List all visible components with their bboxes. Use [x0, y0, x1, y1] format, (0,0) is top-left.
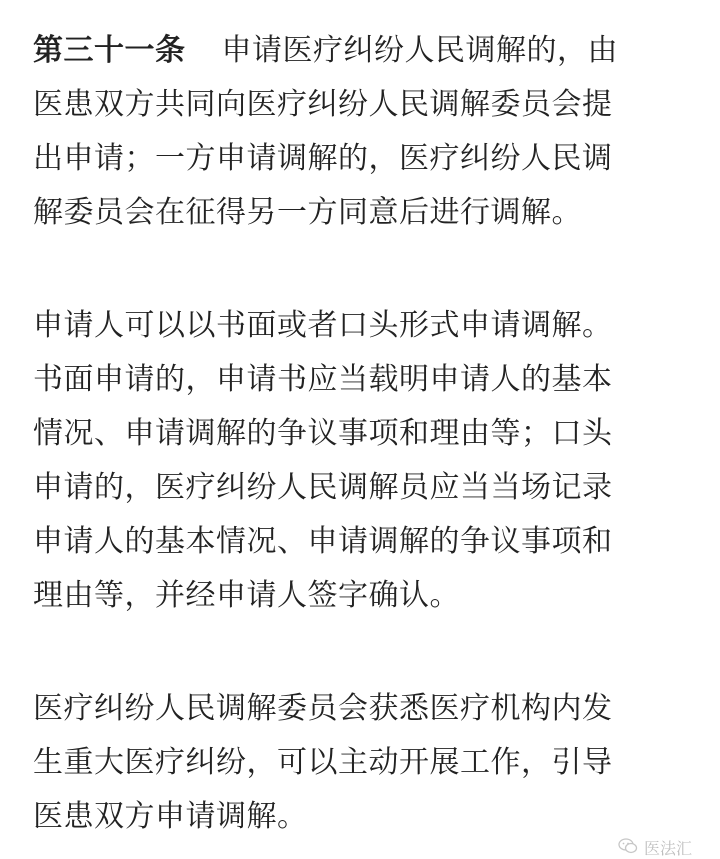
watermark: [618, 836, 692, 859]
text-line: 申请人可以以书面或者口头形式申请调解。: [33, 308, 613, 343]
text-line: 医疗纠纷人民调解委员会获悉医疗机构内发: [33, 691, 613, 726]
text-line: 申请人的基本情况、申请调解的争议事项和: [33, 524, 613, 559]
paragraph-spacer: [33, 623, 693, 682]
text-line: 申请的，医疗纠纷人民调解员应当当场记录: [33, 470, 613, 505]
text-line: 医患双方申请调解。: [33, 799, 308, 834]
article-body: [33, 24, 693, 844]
paragraph-2: [33, 299, 693, 623]
text-line: 医患双方共同向医疗纠纷人民调解委员会提: [33, 87, 613, 122]
text-line: [33, 24, 693, 78]
article-number: 第三十一条: [33, 33, 186, 68]
text-line: 情况、申请调解的争议事项和理由等；口头: [33, 416, 613, 451]
text-line: 理由等，并经申请人签字确认。: [33, 578, 460, 613]
text-line: 书面申请的，申请书应当载明申请人的基本: [33, 362, 613, 397]
wechat-icon: [618, 838, 638, 858]
paragraph-3: [33, 682, 693, 844]
text-line: 解委员会在征得另一方同意后进行调解。: [33, 195, 582, 230]
text-line-content: 申请医疗纠纷人民调解的，由: [221, 33, 618, 68]
watermark-text: 医法汇: [643, 839, 692, 858]
text-line: 出申请；一方申请调解的，医疗纠纷人民调: [33, 141, 613, 176]
paragraph-spacer: [33, 240, 693, 299]
paragraph-1: [33, 24, 693, 240]
text-line: 生重大医疗纠纷，可以主动开展工作，引导: [33, 745, 613, 780]
